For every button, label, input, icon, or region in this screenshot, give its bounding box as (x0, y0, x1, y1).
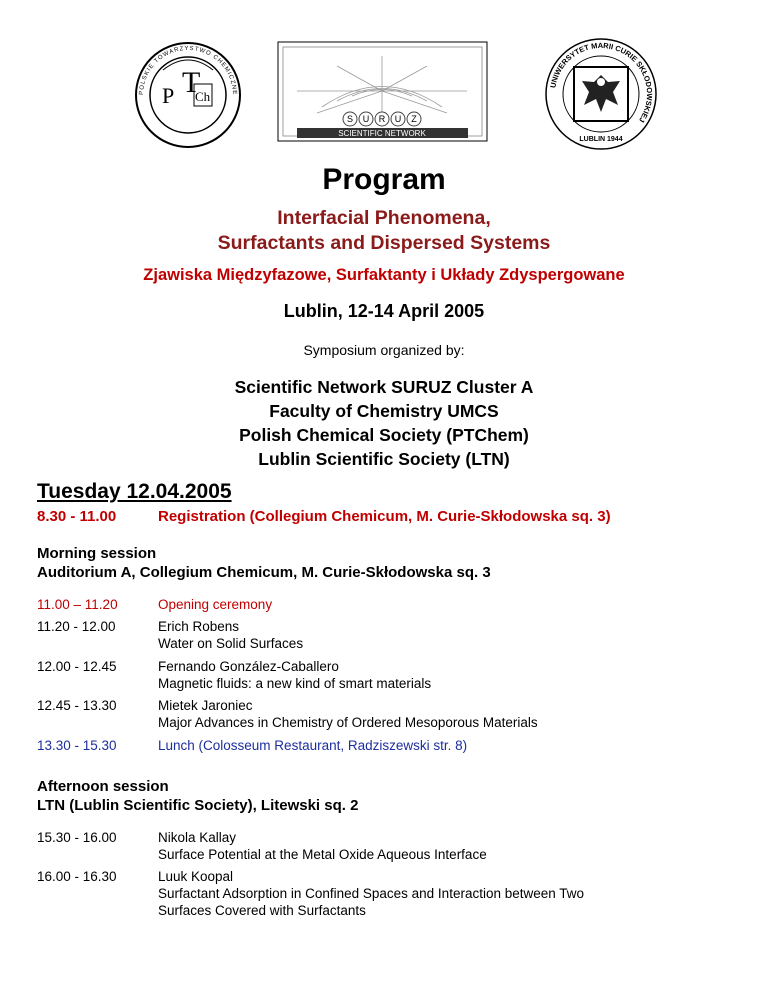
suruz-letter: R (378, 114, 386, 124)
ptc-ring-text: POLSKIE TOWARZYSTWO CHEMICZNE (138, 45, 238, 96)
ptc-letters-ch: Ch (195, 89, 211, 104)
talk-title-continued: Surfaces Covered with Surfactants (158, 903, 366, 918)
afternoon-session-location: LTN (Lublin Scientific Society), Litewski sq. 2 (37, 797, 359, 814)
suruz-letter: U (362, 114, 370, 124)
afternoon-session-heading: Afternoon session (37, 778, 169, 795)
organizer: Scientific Network SURUZ Cluster A (234, 377, 534, 397)
page-title: Program (322, 163, 446, 196)
suruz-caption: SCIENTIFIC NETWORK (338, 129, 426, 138)
talk-title: Surface Potential at the Metal Oxide Aqueous Interface (158, 847, 487, 862)
organizer: Polish Chemical Society (PTChem) (239, 425, 529, 445)
subtitle-line-2: Surfactants and Dispersed Systems (217, 232, 551, 254)
schedule-time: 13.30 - 15.30 (37, 738, 117, 753)
schedule-item: Opening ceremony (158, 597, 273, 612)
umcs-ring-text: UNIWERSYTET MARII CURIE SKŁODOWSKIEJ (548, 40, 655, 125)
suruz-letter: U (394, 114, 402, 124)
morning-session-heading: Morning session (37, 545, 157, 562)
suruz-letter: Z (411, 114, 417, 124)
schedule-time: 15.30 - 16.00 (37, 830, 117, 845)
day-title: Tuesday 12.04.2005 (37, 480, 232, 503)
place-date: Lublin, 12-14 April 2005 (283, 301, 485, 321)
umcs-bottom-text: LUBLIN 1944 (579, 136, 623, 143)
talk-title: Water on Solid Surfaces (158, 636, 304, 651)
speaker-name: Mietek Jaroniec (158, 698, 253, 713)
schedule-time: 11.20 - 12.00 (37, 619, 116, 634)
morning-session-location: Auditorium A, Collegium Chemicum, M. Curie-Skłodowska sq. 3 (37, 564, 491, 581)
schedule-time: 12.45 - 13.30 (37, 698, 117, 713)
speaker-name: Erich Robens (158, 619, 240, 634)
umcs-logo (544, 37, 658, 151)
talk-title: Major Advances in Chemistry of Ordered Mesoporous Materials (158, 715, 538, 730)
registration-text: Registration (Collegium Chemicum, M. Curie-Skłodowska sq. 3) (158, 508, 611, 525)
organizer: Lublin Scientific Society (LTN) (258, 449, 510, 469)
ptchem-logo (133, 40, 243, 150)
polish-title: Zjawiska Międzyfazowe, Surfaktanty i Układy Zdyspergowane (143, 266, 625, 284)
speaker-name: Nikola Kallay (158, 830, 237, 845)
organizer: Faculty of Chemistry UMCS (269, 401, 499, 421)
schedule-item: Lunch (Colosseum Restaurant, Radziszewski str. 8) (158, 738, 468, 753)
subtitle-line-1: Interfacial Phenomena, (277, 207, 491, 229)
ptc-letter-p: P (162, 83, 175, 108)
speaker-name: Fernando González-Caballero (158, 659, 339, 674)
ptc-letter-t: T (182, 66, 201, 99)
schedule-time: 12.00 - 12.45 (37, 659, 117, 674)
suruz-letter: S (346, 114, 354, 124)
schedule-time: 16.00 - 16.30 (37, 869, 117, 884)
suruz-logo (277, 41, 488, 142)
organized-by: Symposium organized by: (303, 342, 465, 358)
registration-time: 8.30 - 11.00 (37, 508, 117, 525)
talk-title: Magnetic fluids: a new kind of smart materials (158, 676, 432, 691)
schedule-time: 11.00 – 11.20 (37, 597, 118, 612)
talk-title: Surfactant Adsorption in Confined Spaces and Interaction between Two (158, 886, 585, 901)
speaker-name: Luuk Koopal (158, 869, 234, 884)
